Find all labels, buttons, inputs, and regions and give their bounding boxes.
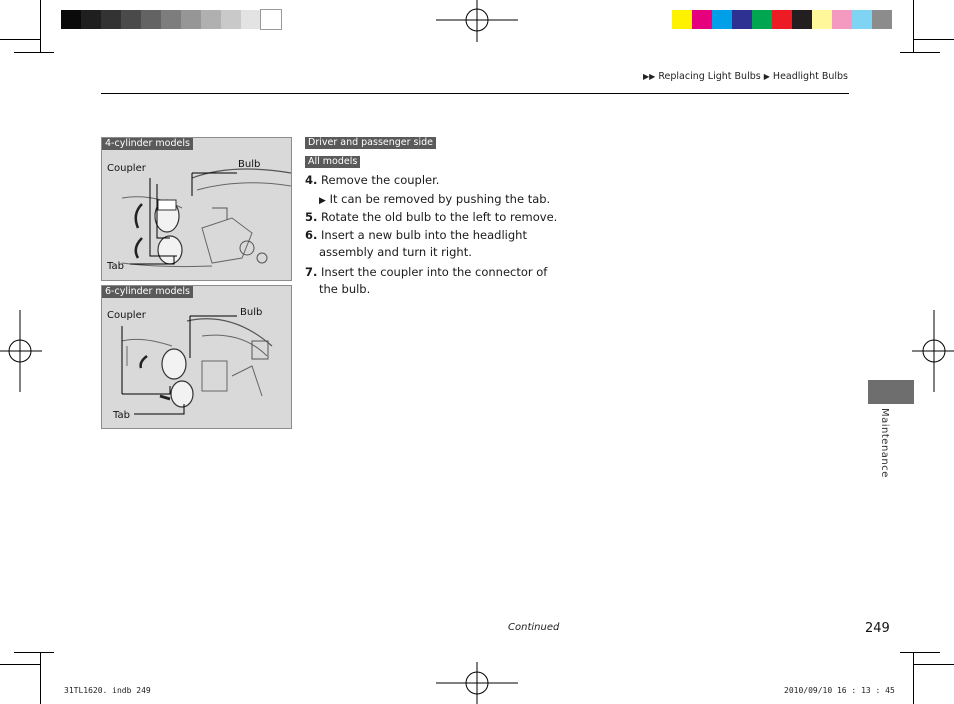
figure-tag-4-cylinder: 4-cylinder models [102,138,193,150]
calibration-swatch [161,10,181,29]
step-7 [305,264,547,281]
calibration-swatch [81,10,101,29]
calibration-swatch [181,10,201,29]
step-number: 5. [305,210,318,224]
breadcrumb-item-headlight-bulbs[interactable]: Headlight Bulbs [772,71,848,82]
footer-file-info: 31TL1620. indb 249 [64,686,151,695]
note-text: It can be removed by pushing the tab. [329,192,551,206]
calibration-swatch [692,10,712,29]
calibration-swatch [832,10,852,29]
page-number: 249 [865,621,890,636]
section-tag-driver-passenger: Driver and passenger side [305,137,436,149]
calibration-swatch [732,10,752,29]
registration-target-left [0,310,42,392]
calibration-swatch [812,10,832,29]
step-text: Rotate the old bulb to the left to remove. [321,210,558,224]
breadcrumb-item-replacing-light-bulbs[interactable]: Replacing Light Bulbs [658,71,761,82]
calibration-swatch [101,10,121,29]
note-arrow-icon: ▶ [319,196,326,206]
figure-4-cylinder [101,137,292,281]
label-tab: Tab [107,261,124,272]
footer-timestamp: 2010/09/10 16 : 13 : 45 [784,686,895,695]
breadcrumb [643,71,848,82]
step-number: 6. [305,228,318,242]
label-bulb: Bulb [238,159,261,170]
calibration-swatch [672,10,692,29]
label-coupler: Coupler [107,310,146,321]
step-4 [305,172,439,189]
figure-6-cylinder [101,285,292,429]
section-tag-all-models: All models [305,156,360,168]
step-6 [305,227,527,244]
header-rule [101,93,849,94]
step-text: Remove the coupler. [321,173,440,187]
step-4-note [319,192,550,206]
registration-target-bottom [436,662,518,704]
engine-illustration-4-cylinder [102,138,291,280]
step-text: Insert the coupler into the connector of [321,265,548,279]
label-coupler: Coupler [107,163,146,174]
side-section-label: Maintenance [879,408,890,478]
calibration-swatch [772,10,792,29]
calibration-swatch [872,10,892,29]
engine-illustration-6-cylinder [102,286,291,428]
calibration-swatch [792,10,812,29]
calibration-swatch [752,10,772,29]
figure-tag-6-cylinder: 6-cylinder models [102,286,193,298]
step-number: 7. [305,265,318,279]
breadcrumb-arrow-icon: ▶▶ [643,72,656,81]
step-6-continuation: assembly and turn it right. [319,245,472,259]
calibration-swatch [261,10,281,29]
breadcrumb-separator-icon: ▶ [763,72,770,81]
continued-label: Continued [508,622,560,633]
calibration-swatch [121,10,141,29]
calibration-swatch [221,10,241,29]
label-tab: Tab [113,410,130,421]
calibration-swatch [141,10,161,29]
registration-target-right [912,310,954,392]
step-text: Insert a new bulb into the headlight [321,228,527,242]
side-section-tab[interactable] [868,380,914,404]
step-7-continuation: the bulb. [319,282,371,296]
step-number: 4. [305,173,318,187]
registration-target-top [436,0,518,42]
calibration-swatch [241,10,261,29]
calibration-swatch [712,10,732,29]
calibration-swatch [61,10,81,29]
label-bulb: Bulb [240,307,263,318]
calibration-swatch [852,10,872,29]
calibration-swatch [201,10,221,29]
step-5 [305,209,557,226]
